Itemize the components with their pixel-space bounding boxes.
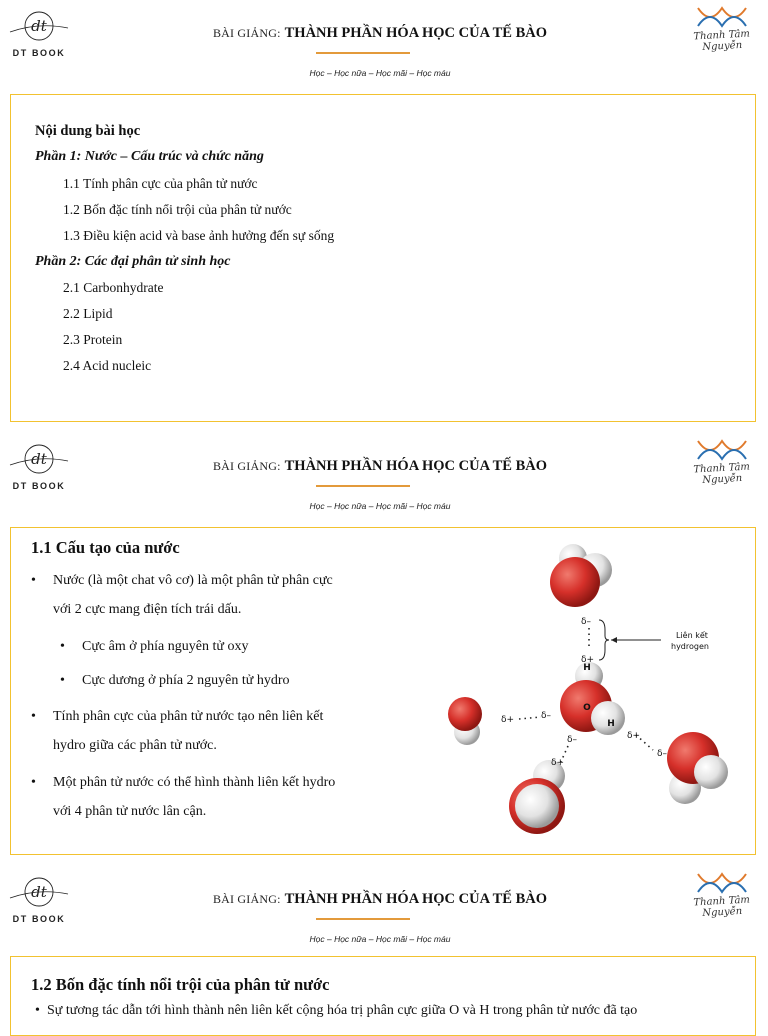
- water-molecule-top: [550, 544, 612, 607]
- title-main: THÀNH PHẦN HÓA HỌC CỦA TẾ BÀO: [284, 458, 548, 474]
- dt-book-logo: [8, 872, 70, 930]
- bullet-line: Sự tương tác dẫn tới hình thành nên liên kết cộng hóa trị phân cực giữa O và H trong phân tử nước đã tạo: [47, 1003, 638, 1018]
- water-molecule-right: [667, 732, 728, 804]
- toc-part-2: Phần 2: Các đại phân tử sinh học: [35, 254, 231, 269]
- title-underline: [316, 52, 410, 54]
- sub-bullet-item: [60, 632, 249, 661]
- toc-item: 1.3 Điều kiện acid và base ảnh hưởng đến sự sống: [63, 228, 335, 243]
- section-title: 1.1 Cấu tạo của nước: [31, 538, 180, 557]
- toc-item: 2.2 Lipid: [63, 306, 113, 321]
- title-main: THÀNH PHẦN HÓA HỌC CỦA TẾ BÀO: [284, 25, 548, 41]
- water-molecule-left: [448, 697, 482, 745]
- author-signature: Thanh Tâm Nguyễn: [693, 894, 751, 920]
- slide-header: [0, 433, 768, 521]
- water-hydrogen-bond-diagram: [431, 538, 741, 838]
- author-logo: [680, 870, 764, 920]
- toc-item: 2.3 Protein: [63, 332, 123, 347]
- slide-header: [0, 0, 768, 88]
- water-molecule-bottom: [509, 760, 565, 834]
- slide-water-properties: [0, 866, 768, 1024]
- slide-water-structure: [0, 433, 768, 865]
- dt-book-logo: [8, 439, 70, 497]
- bullet-dot: •: [60, 673, 65, 688]
- toc-item: 2.4 Acid nucleic: [63, 358, 152, 373]
- slide-table-of-contents: [0, 0, 768, 432]
- bullet-line: với 2 cực mang điện tích trái dấu.: [53, 602, 242, 617]
- toc-part-1: Phần 1: Nước – Cấu trúc và chức năng: [35, 149, 264, 164]
- svg-text:δ–: δ–: [541, 711, 552, 721]
- svg-text:δ–: δ–: [567, 735, 578, 745]
- section-title: 1.2 Bốn đặc tính nổi trội của phân tử nước: [31, 975, 330, 994]
- motto: Học – Học nữa – Học mãi – Học máu: [309, 934, 451, 944]
- brand-name: DT BOOK: [12, 48, 66, 58]
- author-signature: Thanh Tâm Nguyễn: [693, 461, 751, 487]
- svg-text:O: O: [583, 703, 591, 713]
- title-underline: [316, 485, 410, 487]
- svg-text:δ+: δ+: [551, 758, 565, 768]
- author-signature: Thanh Tâm Nguyễn: [693, 28, 751, 54]
- author-logo: [680, 437, 764, 487]
- svg-text:δ+: δ+: [581, 655, 595, 665]
- svg-text:δ+: δ+: [627, 731, 641, 741]
- svg-text:δ–: δ–: [657, 749, 668, 759]
- bullet-dot: •: [31, 573, 36, 588]
- bullet-line: Nước (là một chat vô cơ) là một phân tử phân cực: [53, 573, 333, 588]
- toc-item: 1.2 Bốn đặc tính nổi trội của phân tử nước: [63, 202, 292, 217]
- slide-header: [0, 866, 768, 954]
- svg-text:dt: dt: [31, 17, 47, 35]
- title-prefix: BÀI GIẢNG:: [212, 26, 281, 40]
- content-frame: [10, 956, 756, 1036]
- bullet-dot: •: [60, 639, 65, 654]
- title-underline: [316, 918, 410, 920]
- toc-item: 1.1 Tính phân cực của phân tử nước: [63, 176, 258, 191]
- author-logo: [680, 4, 764, 54]
- bullet-item: [31, 566, 333, 624]
- water-molecule-center: [560, 662, 625, 735]
- motto: Học – Học nữa – Học mãi – Học máu: [309, 501, 451, 511]
- toc-frame: [10, 94, 756, 422]
- svg-text:dt: dt: [31, 450, 47, 468]
- bullet-line: Một phân tử nước có thể hình thành liên kết hydro: [53, 775, 336, 790]
- content-frame: [10, 527, 756, 855]
- svg-text:dt: dt: [31, 883, 47, 901]
- bullet-line: Cực dương ở phía 2 nguyên tử hydro: [82, 673, 290, 688]
- bullet-dot: •: [31, 709, 36, 724]
- svg-text:δ+: δ+: [501, 715, 515, 725]
- bullet-dot: •: [35, 1003, 40, 1018]
- hydrogen-bond-label: hydrogen: [671, 642, 709, 651]
- svg-text:δ–: δ–: [581, 617, 592, 627]
- bullet-item: [31, 768, 336, 826]
- hydrogen-bond-label: Liên kết: [676, 631, 708, 640]
- brand-name: DT BOOK: [12, 914, 66, 924]
- bullet-line: Cực âm ở phía nguyên tử oxy: [82, 639, 249, 654]
- dt-book-logo: [8, 6, 70, 64]
- motto: Học – Học nữa – Học mãi – Học máu: [309, 68, 451, 78]
- lecture-title: [160, 457, 600, 475]
- bullet-item: [35, 1003, 638, 1019]
- svg-text:H: H: [583, 663, 591, 673]
- lecture-title: [160, 890, 600, 908]
- bullet-line: Tính phân cực của phân tử nước tạo nên liên kết: [53, 709, 324, 724]
- bullet-item: [31, 702, 324, 760]
- bullet-dot: •: [31, 775, 36, 790]
- bullet-line: hydro giữa các phân tử nước.: [53, 738, 217, 753]
- title-main: THÀNH PHẦN HÓA HỌC CỦA TẾ BÀO: [284, 891, 548, 907]
- sub-bullet-item: [60, 666, 290, 695]
- title-prefix: BÀI GIẢNG:: [212, 459, 281, 473]
- lecture-title: [160, 24, 600, 42]
- brand-name: DT BOOK: [12, 481, 66, 491]
- bullet-line: với 4 phân tử nước lân cận.: [53, 804, 207, 819]
- svg-text:H: H: [607, 719, 615, 729]
- title-prefix: BÀI GIẢNG:: [212, 892, 281, 906]
- toc-item: 2.1 Carbonhydrate: [63, 280, 164, 295]
- toc-heading: Nội dung bài học: [35, 123, 141, 139]
